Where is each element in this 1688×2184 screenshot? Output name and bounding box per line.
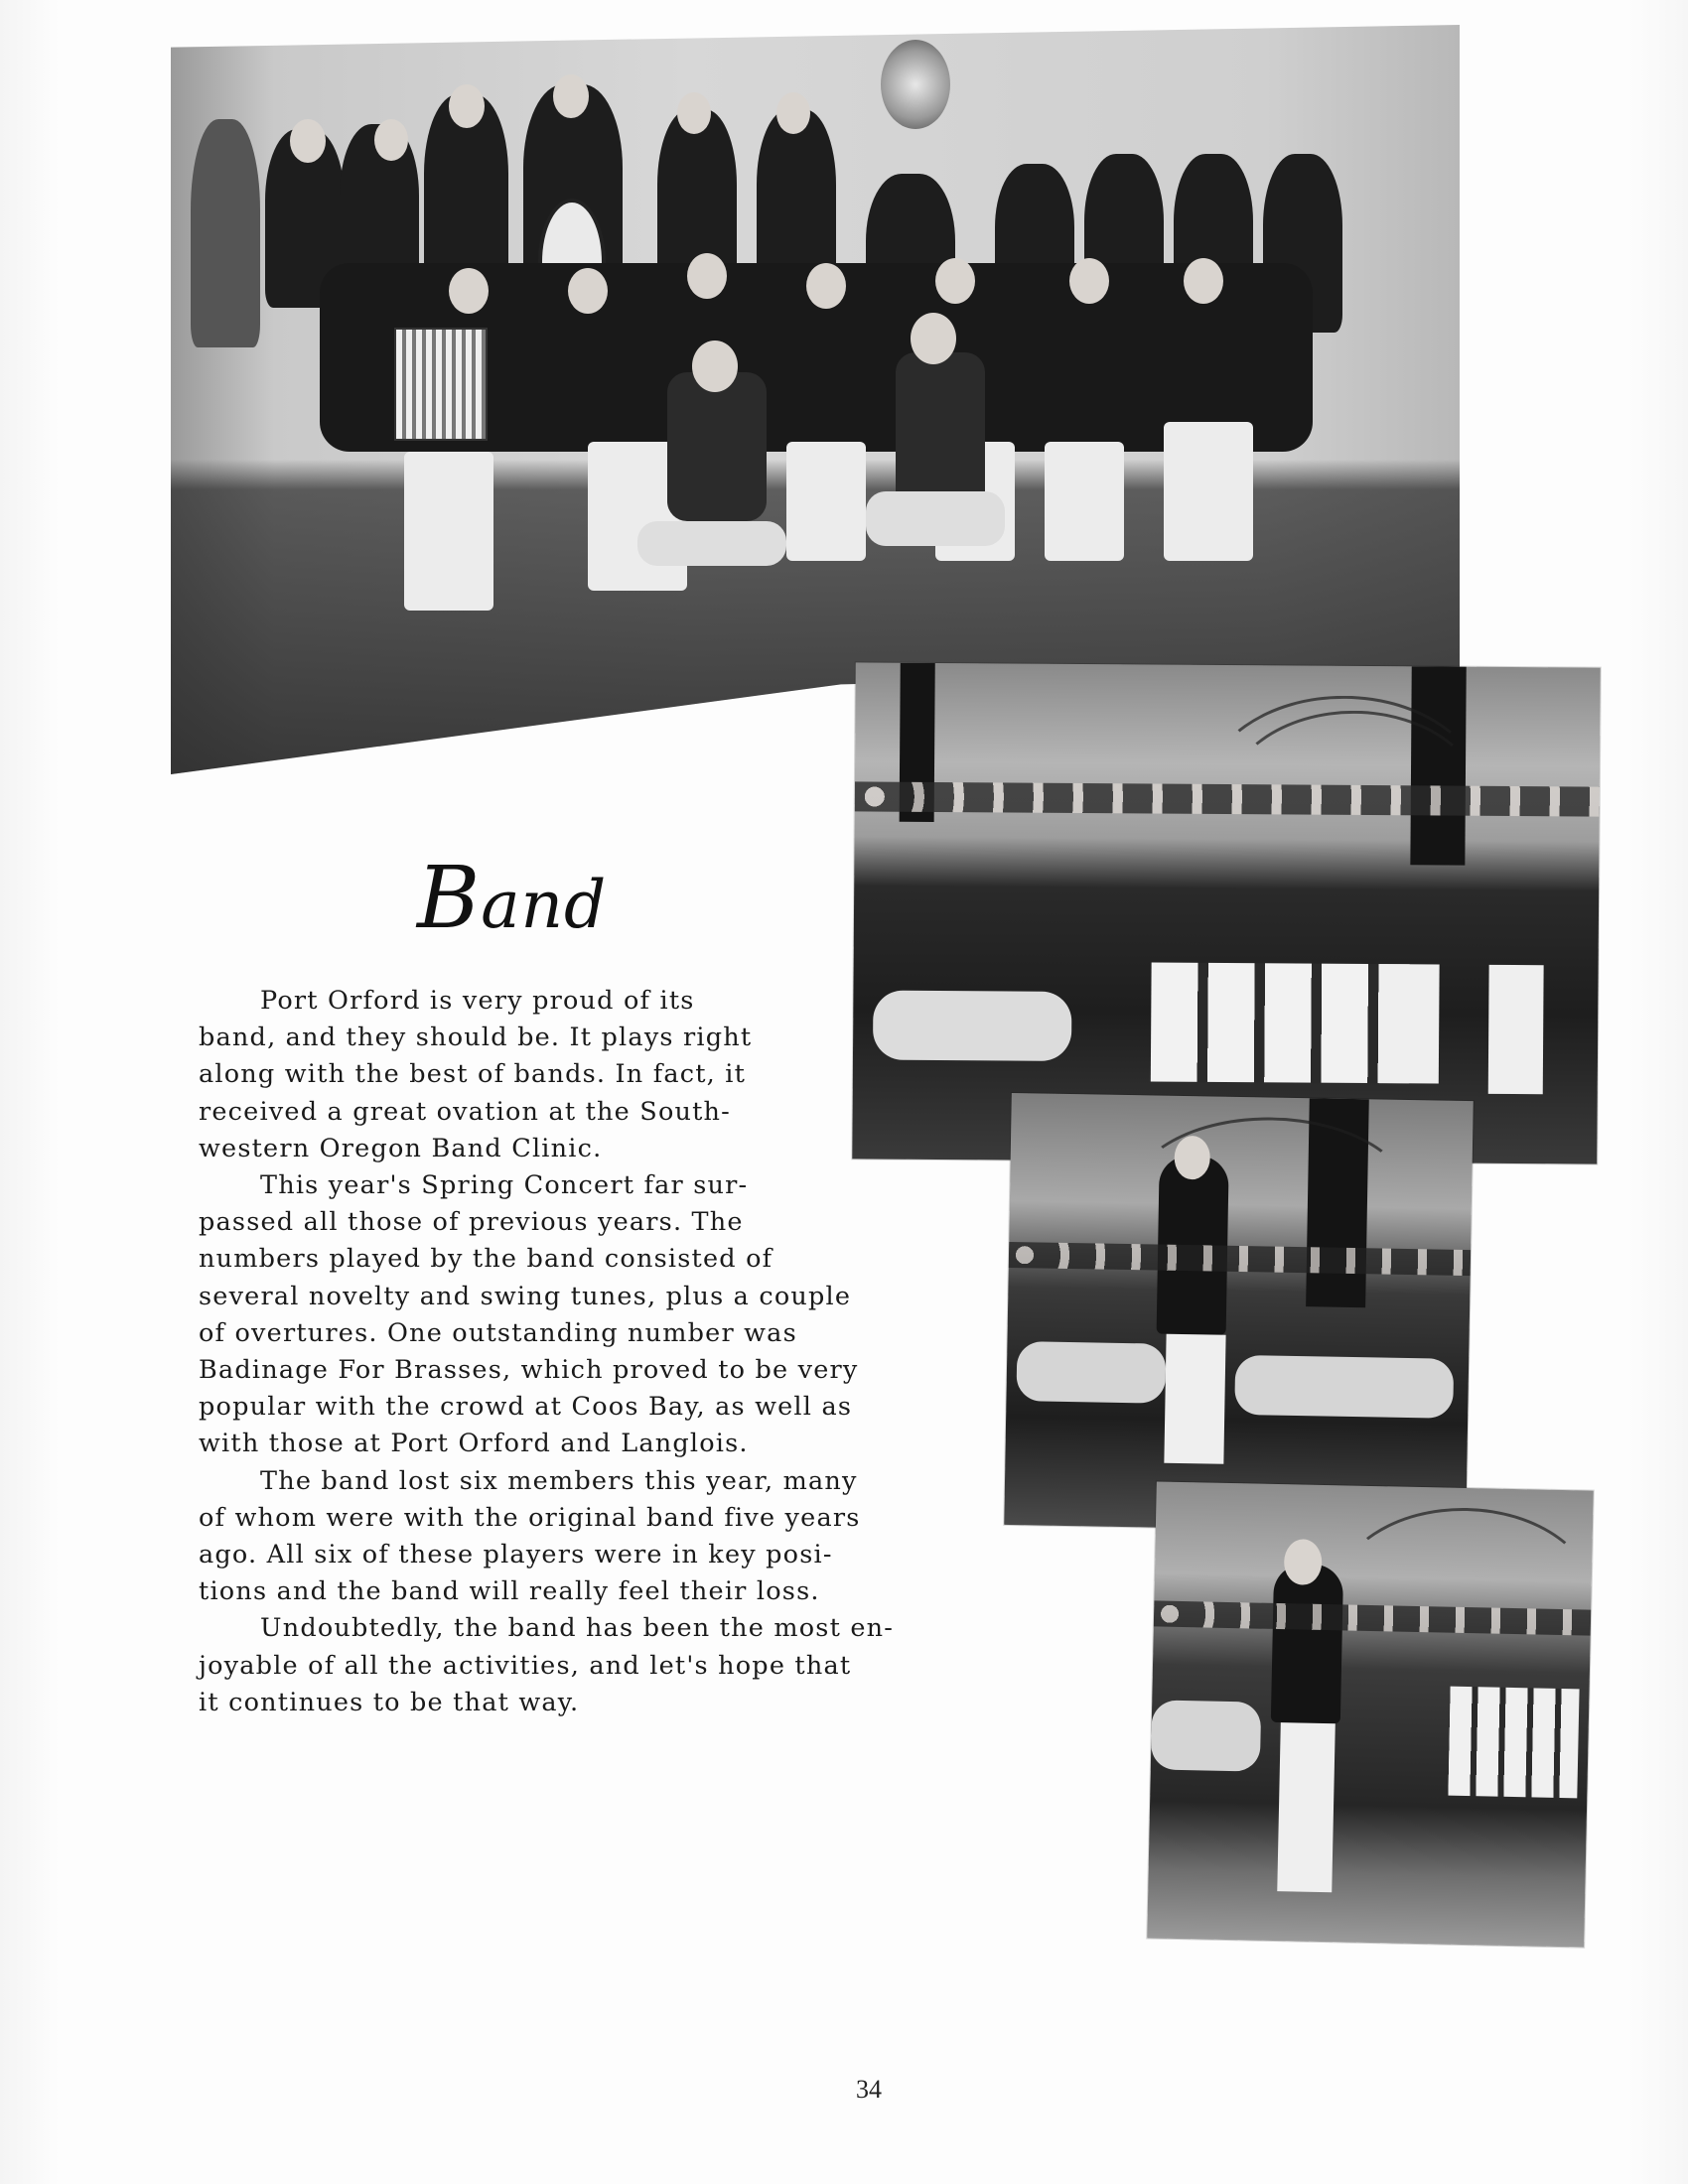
text-line: The band lost six members this year, many — [260, 1465, 858, 1496]
band-white-pants — [1151, 962, 1410, 1083]
photo-pants — [1045, 442, 1124, 561]
row-of-heads — [1009, 1242, 1471, 1276]
text-line: western Oregon Band Clinic. — [199, 1133, 603, 1163]
concert-photo-1 — [852, 662, 1600, 1163]
photo-head — [449, 268, 489, 314]
band-white-pants — [1488, 965, 1544, 1094]
music-staff-decoration — [1332, 1505, 1594, 1696]
photo-head — [677, 92, 711, 134]
sousaphone-icon — [881, 40, 950, 129]
text-line: joyable of all the activities, and let's hope that — [199, 1650, 852, 1681]
performer — [1271, 1564, 1343, 1723]
photo-head — [776, 92, 810, 134]
text-line: of whom were with the original band five years — [199, 1502, 861, 1533]
text-line: This year's Spring Concert far sur- — [260, 1170, 749, 1201]
page-number: 34 — [856, 2075, 882, 2104]
photo-head — [568, 268, 608, 314]
photo-legs — [637, 521, 786, 566]
text-line: with those at Port Orford and Langlois. — [199, 1429, 749, 1459]
text-line: ago. All six of these players were in key posi- — [199, 1540, 833, 1570]
seated-players — [1234, 1355, 1454, 1419]
row-of-heads — [855, 781, 1600, 816]
seated-players — [1151, 1700, 1261, 1771]
accordion-icon — [394, 328, 488, 441]
photo-head — [553, 74, 589, 118]
text-line: of overtures. One outstanding number was — [199, 1317, 797, 1348]
band-white-pants — [1448, 1687, 1579, 1799]
text-line: Port Orford is very proud of its — [260, 986, 695, 1016]
photo-head — [1184, 258, 1223, 304]
text-line: several novelty and swing tunes, plus a couple — [199, 1281, 852, 1311]
photo-pants — [1164, 422, 1253, 561]
photo-head — [935, 258, 975, 304]
photo-head — [911, 313, 956, 364]
band-white-pants — [1379, 964, 1440, 1083]
band-group-photo — [171, 25, 1460, 774]
photo-figure — [191, 119, 260, 347]
majorette — [667, 372, 767, 521]
text-line: along with the best of bands. In fact, it — [199, 1059, 747, 1090]
photo-head — [449, 84, 485, 128]
text-line: it continues to be that way. — [199, 1687, 580, 1717]
text-line: passed all those of previous years. The — [199, 1207, 744, 1238]
photo-head — [687, 253, 727, 299]
photo-head — [290, 119, 326, 163]
photo-legs — [866, 491, 1005, 546]
photo-head — [374, 119, 408, 161]
seated-players — [1016, 1341, 1166, 1404]
photo-head — [1069, 258, 1109, 304]
photo-head — [692, 341, 738, 392]
photo-pants — [786, 442, 866, 561]
text-line: received a great ovation at the South- — [199, 1096, 732, 1127]
text-line: band, and they should be. It plays right — [199, 1023, 753, 1053]
article-body — [199, 983, 953, 1721]
concert-photo-2 — [1004, 1093, 1474, 1533]
photo-pants — [404, 452, 493, 611]
conductor-pants — [1164, 1334, 1225, 1464]
photo-head — [806, 263, 846, 309]
text-line: Undoubtedly, the band has been the most en- — [260, 1613, 895, 1644]
performer-pants — [1277, 1722, 1336, 1892]
text-line: popular with the crowd at Coos Bay, as well as — [199, 1392, 853, 1423]
text-line: Badinage For Brasses, which proved to be very — [199, 1355, 859, 1386]
text-line: tions and the band will really feel their loss. — [199, 1576, 820, 1607]
page-heading: Band — [417, 849, 608, 948]
text-line: numbers played by the band consisted of — [199, 1244, 774, 1275]
concert-photo-3 — [1147, 1481, 1594, 1947]
